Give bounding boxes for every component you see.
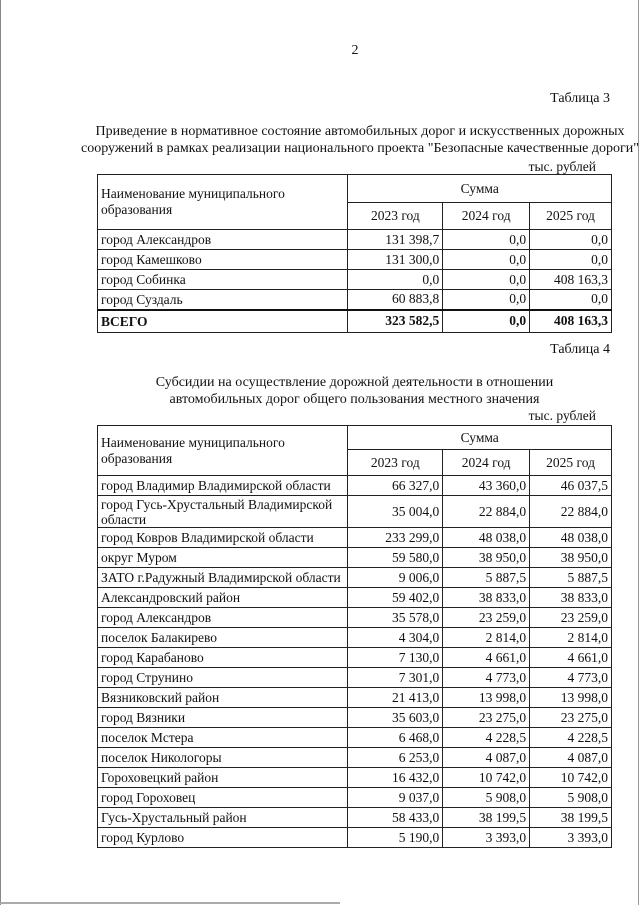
- cell-2025: 23 275,0: [530, 708, 612, 728]
- row-name: город Владимир Владимирской области: [98, 476, 348, 496]
- table-row: [98, 768, 612, 788]
- table-row: [98, 608, 612, 628]
- cell-2023: 9 006,0: [348, 568, 443, 588]
- cell-2025: 0,0: [530, 250, 612, 270]
- row-name: город Суздаль: [98, 290, 348, 310]
- table-row: [98, 548, 612, 568]
- row-name: Александровский район: [98, 588, 348, 608]
- cell-2023: 16 432,0: [348, 768, 443, 788]
- cell-2024: 4 087,0: [443, 748, 530, 768]
- cell-2023: 5 190,0: [348, 828, 443, 848]
- table4-caption-line2: автомобильных дорог общего пользования местного значения: [169, 392, 540, 407]
- cell-2024: 2 814,0: [443, 628, 530, 648]
- table3-header-year: 2024 год: [443, 203, 530, 230]
- table-row: [98, 588, 612, 608]
- cell-2023: 4 304,0: [348, 628, 443, 648]
- cell-2024: 4 661,0: [443, 648, 530, 668]
- cell-2023: 9 037,0: [348, 788, 443, 808]
- cell-2023: 60 883,8: [348, 290, 443, 310]
- cell-2025: 23 259,0: [530, 608, 612, 628]
- cell-2025: 4 087,0: [530, 748, 612, 768]
- cell-2023: 35 578,0: [348, 608, 443, 628]
- cell-2024: 23 259,0: [443, 608, 530, 628]
- row-name: Вязниковский район: [98, 688, 348, 708]
- table4-caption: [97, 374, 612, 408]
- cell-2025: 408 163,3: [530, 270, 612, 290]
- cell-2023: 21 413,0: [348, 688, 443, 708]
- cell-2023: 35 004,0: [348, 496, 443, 528]
- cell-2023: 6 253,0: [348, 748, 443, 768]
- row-name: город Курлово: [98, 828, 348, 848]
- row-name: поселок Балакирево: [98, 628, 348, 648]
- table3-header-sum: Сумма: [348, 175, 612, 203]
- table3-header-year: 2023 год: [348, 203, 443, 230]
- cell-2024: 0,0: [443, 230, 530, 250]
- cell-2025: 3 393,0: [530, 828, 612, 848]
- table-row: [98, 290, 612, 310]
- cell-2023: 0,0: [348, 270, 443, 290]
- cell-2025: 13 998,0: [530, 688, 612, 708]
- cell-2023: 131 300,0: [348, 250, 443, 270]
- cell-2024: 38 199,5: [443, 808, 530, 828]
- cell-2024: 43 360,0: [443, 476, 530, 496]
- cell-2025: 22 884,0: [530, 496, 612, 528]
- table-row: [98, 230, 612, 250]
- table3-label: Таблица 3: [550, 91, 610, 106]
- row-name: город Александров: [98, 230, 348, 250]
- table-row: [98, 628, 612, 648]
- cell-2024: 38 950,0: [443, 548, 530, 568]
- table-row: [98, 788, 612, 808]
- table4-caption-line1: Субсидии на осуществление дорожной деятельности в отношении: [155, 375, 554, 390]
- cell-2024: 3 393,0: [443, 828, 530, 848]
- table3-units: тыс. рублей: [528, 159, 596, 174]
- table3-header-name: Наименование муниципального образования: [98, 175, 348, 230]
- cell-2025: 5 887,5: [530, 568, 612, 588]
- table4-header-year: 2023 год: [348, 450, 443, 476]
- row-name: город Ковров Владимирской области: [98, 528, 348, 548]
- cell-2024: 4 773,0: [443, 668, 530, 688]
- cell-2023: 7 301,0: [348, 668, 443, 688]
- row-name: город Собинка: [98, 270, 348, 290]
- table4-header-sum: Сумма: [348, 426, 612, 450]
- cell-2024: 4 228,5: [443, 728, 530, 748]
- cell-2025: 38 950,0: [530, 548, 612, 568]
- row-name: поселок Никологоры: [98, 748, 348, 768]
- row-name: город Александров: [98, 608, 348, 628]
- cell-2024: 13 998,0: [443, 688, 530, 708]
- table3-caption: [80, 123, 640, 157]
- table-row: [98, 648, 612, 668]
- page-edge: [0, 902, 340, 904]
- cell-2024: 48 038,0: [443, 528, 530, 548]
- table4-label: Таблица 4: [550, 342, 610, 357]
- table4-header-year: 2025 год: [530, 450, 612, 476]
- cell-2025: 5 908,0: [530, 788, 612, 808]
- cell-2023: 59 580,0: [348, 548, 443, 568]
- page-number: 2: [351, 43, 359, 58]
- page-edge: [0, 0, 1, 905]
- cell-2025: 4 661,0: [530, 648, 612, 668]
- cell-2023: 131 398,7: [348, 230, 443, 250]
- total-2024: 0,0: [443, 310, 530, 333]
- cell-2025: 46 037,5: [530, 476, 612, 496]
- table3-header-year: 2025 год: [530, 203, 612, 230]
- cell-2024: 10 742,0: [443, 768, 530, 788]
- table-row: [98, 828, 612, 848]
- table3: [97, 174, 612, 333]
- cell-2024: 22 884,0: [443, 496, 530, 528]
- table4-units: тыс. рублей: [528, 408, 596, 423]
- cell-2025: 38 199,5: [530, 808, 612, 828]
- cell-2025: 2 814,0: [530, 628, 612, 648]
- row-name: город Гороховец: [98, 788, 348, 808]
- cell-2025: 10 742,0: [530, 768, 612, 788]
- table-row: [98, 748, 612, 768]
- cell-2025: 4 228,5: [530, 728, 612, 748]
- cell-2024: 0,0: [443, 270, 530, 290]
- total-2025: 408 163,3: [530, 310, 612, 333]
- row-name: город Струнино: [98, 668, 348, 688]
- row-name: Гусь-Хрустальный район: [98, 808, 348, 828]
- cell-2023: 7 130,0: [348, 648, 443, 668]
- table4: [97, 425, 612, 848]
- table-row: [98, 688, 612, 708]
- row-name: поселок Мстера: [98, 728, 348, 748]
- row-name: ЗАТО г.Радужный Владимирской области: [98, 568, 348, 588]
- table-row: [98, 250, 612, 270]
- table-row: [98, 568, 612, 588]
- cell-2025: 0,0: [530, 230, 612, 250]
- cell-2024: 23 275,0: [443, 708, 530, 728]
- table4-header-year: 2024 год: [443, 450, 530, 476]
- cell-2024: 5 887,5: [443, 568, 530, 588]
- cell-2023: 58 433,0: [348, 808, 443, 828]
- cell-2025: 4 773,0: [530, 668, 612, 688]
- row-name: город Камешково: [98, 250, 348, 270]
- cell-2024: 0,0: [443, 250, 530, 270]
- cell-2023: 35 603,0: [348, 708, 443, 728]
- table-total-row: [98, 310, 612, 333]
- row-name: Гороховецкий район: [98, 768, 348, 788]
- cell-2023: 6 468,0: [348, 728, 443, 748]
- table-row: [98, 270, 612, 290]
- cell-2025: 0,0: [530, 290, 612, 310]
- cell-2024: 0,0: [443, 290, 530, 310]
- row-name: город Вязники: [98, 708, 348, 728]
- table-row: [98, 496, 612, 528]
- cell-2023: 233 299,0: [348, 528, 443, 548]
- table4-header-name: Наименование муниципального образования: [98, 426, 348, 476]
- row-name: округ Муром: [98, 548, 348, 568]
- table-row: [98, 528, 612, 548]
- cell-2024: 38 833,0: [443, 588, 530, 608]
- cell-2025: 38 833,0: [530, 588, 612, 608]
- total-label: ВСЕГО: [98, 310, 348, 333]
- cell-2023: 66 327,0: [348, 476, 443, 496]
- cell-2023: 59 402,0: [348, 588, 443, 608]
- row-name: город Карабаново: [98, 648, 348, 668]
- table-row: [98, 808, 612, 828]
- cell-2024: 5 908,0: [443, 788, 530, 808]
- table-row: [98, 668, 612, 688]
- table-row: [98, 708, 612, 728]
- row-name: город Гусь-Хрустальный Владимирской области: [98, 496, 348, 528]
- table-row: [98, 728, 612, 748]
- table-row: [98, 476, 612, 496]
- total-2023: 323 582,5: [348, 310, 443, 333]
- cell-2025: 48 038,0: [530, 528, 612, 548]
- table3-caption-line2: сооружений в рамках реализации национального проекта "Безопасные качественные дороги": [81, 141, 639, 156]
- table3-caption-line1: Приведение в нормативное состояние автомобильных дорог и искусственных дорожных: [95, 124, 625, 139]
